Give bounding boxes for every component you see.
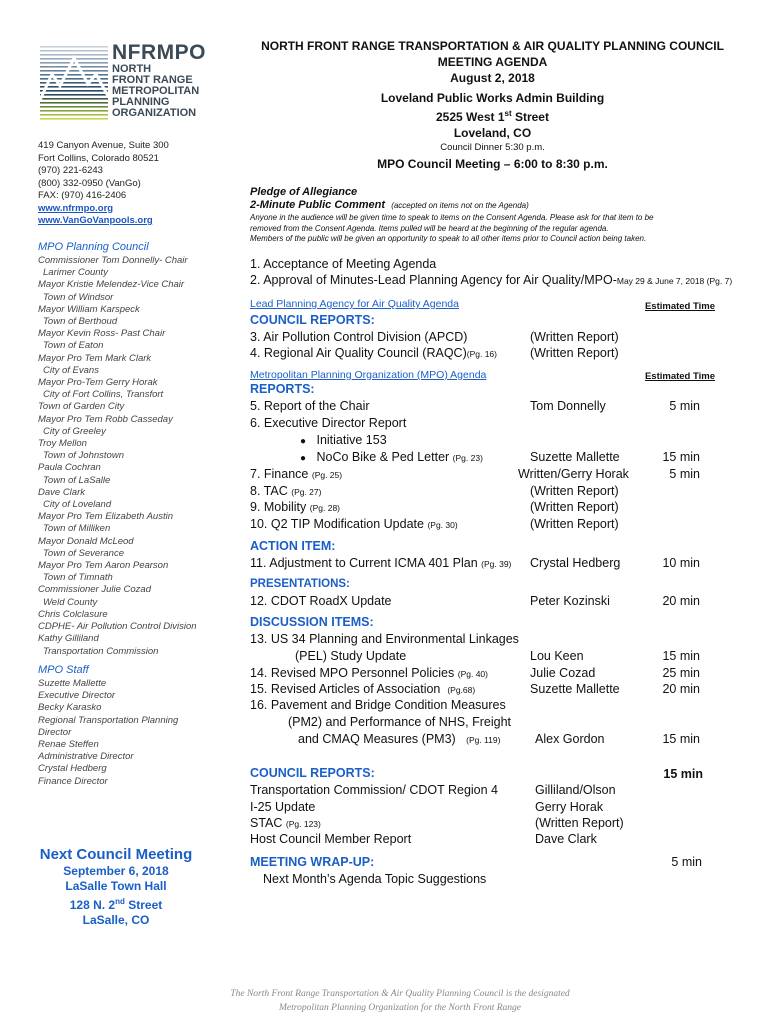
fax-line: FAX: (970) 416-2406	[38, 190, 127, 201]
pledge-block	[250, 186, 750, 245]
agenda-item: 6. Executive Director Report	[250, 416, 407, 430]
agenda-item: 10. Q2 TIP Modification Update (Pg. 30)	[250, 517, 458, 531]
logo-line: ORGANIZATION	[112, 107, 197, 119]
agenda-time: 15 min	[662, 450, 700, 464]
estimated-time-header: Estimated Time	[644, 301, 715, 312]
council-member-line: City of Loveland	[43, 499, 112, 511]
agenda-presenter: Peter Kozinski	[530, 594, 610, 608]
council-member-line: Kathy Gilliland	[38, 633, 99, 645]
public-comment-note: Anyone in the audience will be given time to speak to items on the Consent Agenda. Please ask for that item to be removed from the Consent Agenda. Items pulled will be heard at the beginning of the regular agenda. Members of the public will be given an opportunity to speak to all other items prior to Council action being taken.	[250, 213, 654, 243]
agenda-item: Transportation Commission/ CDOT Region 4	[250, 783, 499, 797]
council-member-line: Commissioner Tom Donnelly- Chair	[38, 255, 188, 266]
council-member-line: Troy Mellon	[38, 438, 87, 450]
agenda-time: 20 min	[662, 682, 700, 696]
agenda-time: 25 min	[662, 666, 700, 680]
agenda-item: 12. CDOT RoadX Update	[250, 594, 392, 608]
logo-text-block	[112, 42, 206, 119]
agenda-title: MEETING AGENDA	[437, 55, 548, 69]
agenda-presenter: (Written Report)	[530, 500, 619, 514]
agenda-presenter: Alex Gordon	[535, 732, 605, 746]
council-member-line: Town of Severance	[43, 547, 124, 559]
agenda-time: 5 min	[669, 399, 700, 413]
council-member-line: Paula Cochran	[38, 462, 101, 474]
agenda-time: 5 min	[669, 467, 700, 481]
agenda-item-cont: (PEL) Study Update	[295, 649, 407, 663]
staff-member-line: Renae Steffen	[38, 739, 99, 751]
phone-line: (800) 332-0950 (VanGo)	[38, 177, 141, 189]
address-line: 419 Canyon Avenue, Suite 300	[38, 140, 169, 151]
council-member-line: Mayor Pro Tem Robb Casseday	[38, 413, 173, 425]
staff-member-line: Regional Transportation Planning	[38, 714, 179, 726]
next-meeting-date: September 6, 2018	[63, 864, 169, 878]
council-member-line: City of Evans	[43, 364, 99, 376]
estimated-time-header: Estimated Time	[644, 371, 715, 382]
agenda-subitem: ● NoCo Bike & Ped Letter (Pg. 23)	[300, 450, 483, 464]
agenda-item: Next Month’s Agenda Topic Suggestions	[263, 872, 487, 886]
pledge-of-allegiance: Pledge of Allegiance	[250, 186, 358, 198]
agenda-item: 4. Regional Air Quality Council (RAQC)(Pg. 16)	[250, 346, 497, 360]
logo-line: NORTH	[112, 63, 152, 75]
council-member-line: Town of Milliken	[43, 523, 111, 535]
agenda-item: STAC (Pg. 123)	[250, 816, 321, 830]
agenda-item: I-25 Update	[250, 800, 316, 814]
agenda-presenter: Tom Donnelly	[530, 399, 606, 413]
council-member-line: Mayor Pro-Tem Gerry Horak	[38, 377, 158, 389]
meeting-time: MPO Council Meeting – 6:00 to 8:30 p.m.	[377, 157, 608, 171]
agenda-time: 15 min	[663, 767, 703, 781]
logo-line: METROPOLITAN	[112, 85, 200, 97]
reports-heading: REPORTS:	[250, 382, 315, 396]
footer-note: The North Front Range Transportation & Air Quality Planning Council is the designated Metropolitan Planning Organization for the North Front Range	[230, 989, 570, 1013]
logo-line: FRONT RANGE	[112, 74, 193, 86]
agenda-item-cont: (PM2) and Performance of NHS, Freight	[288, 715, 511, 729]
council-heading: MPO Planning Council	[38, 241, 149, 253]
council-member-line: Commissioner Julie Cozad	[38, 584, 151, 596]
lpa-section-link[interactable]: Lead Planning Agency for Air Quality Agenda	[250, 298, 459, 310]
meeting-date: August 2, 2018	[450, 71, 535, 85]
next-meeting-place: LaSalle Town Hall	[65, 879, 167, 893]
agenda-item: 7. Finance (Pg. 25)	[250, 467, 343, 481]
next-meeting-address: 128 N. 2nd Street	[69, 897, 163, 912]
agenda-item: 9. Mobility (Pg. 28)	[250, 500, 341, 514]
council-member-line: Town of Windsor	[43, 291, 114, 303]
agenda-time: 20 min	[662, 594, 700, 608]
venue-street: 2525 West 1st Street	[436, 109, 549, 124]
logo-title: NFRMPO	[112, 41, 206, 64]
council-member-line: Mayor Pro Tem Elizabeth Austin	[38, 511, 173, 523]
agenda-item: 8. TAC (Pg. 27)	[250, 484, 322, 498]
council-member-line: Town of Berthoud	[43, 316, 118, 328]
council-member-line: Town of Johnstown	[43, 450, 124, 462]
council-member-line: Mayor Kristie Melendez-Vice Chair	[38, 279, 185, 291]
org-title: NORTH FRONT RANGE TRANSPORTATION & AIR QUALITY PLANNING COUNCIL	[261, 39, 724, 53]
council-member-line: Town of Eaton	[43, 340, 104, 352]
council-member-line: Mayor Pro Tem Aaron Pearson	[38, 560, 169, 572]
staff-member-line: Suzette Mallette	[38, 678, 107, 689]
agenda-presenter: Gilliland/Olson	[535, 783, 616, 797]
council-member-line: Larimer County	[43, 267, 108, 279]
phone-line: (970) 221-6243	[38, 165, 103, 176]
agenda-item: 13. US 34 Planning and Environmental Linkages	[250, 632, 519, 646]
council-member-line: Mayor William Karspeck	[38, 303, 140, 315]
agenda-item: 15. Revised Articles of Association (Pg.68)	[250, 682, 476, 696]
staff-member-line: Becky Karasko	[38, 702, 102, 714]
action-item-heading: ACTION ITEM:	[250, 539, 336, 553]
agenda-item: 16. Pavement and Bridge Condition Measures	[250, 698, 506, 712]
vango-link[interactable]: www.VanGoVanpools.org	[38, 215, 153, 226]
agenda-presenter: Suzette Mallette	[530, 450, 620, 464]
agenda-presenter: (Written Report)	[530, 346, 619, 360]
council-member-line: Town of Garden City	[38, 401, 125, 413]
agenda-presenter: (Written Report)	[530, 330, 619, 344]
agenda-item: 11. Adjustment to Current ICMA 401 Plan (Pg. 39)	[250, 556, 512, 570]
next-meeting-title: Next Council Meeting	[39, 846, 193, 863]
council-member-line: Town of Timnath	[43, 572, 113, 584]
agenda-item-cont: and CMAQ Measures (PM3) (Pg. 119)	[298, 732, 501, 746]
presentations-heading: PRESENTATIONS:	[250, 578, 350, 590]
agenda-item: 3. Air Pollution Control Division (APCD)	[250, 330, 468, 344]
agenda-presenter: Dave Clark	[535, 832, 597, 846]
council-member-line: Chris Colclasure	[38, 608, 108, 620]
agenda-item: 2. Approval of Minutes-Lead Planning Agency for Air Quality/MPO-May 29 & June 7, 2018 (Pg. 7)	[250, 273, 733, 287]
next-meeting-city: LaSalle, CO	[82, 913, 150, 927]
council-member-line: City of Fort Collins, Transfort	[43, 389, 164, 401]
address-line: Fort Collins, Colorado 80521	[38, 152, 159, 164]
agenda-subitem: ● Initiative 153	[300, 433, 387, 447]
council-member-line: Mayor Pro Tem Mark Clark	[38, 352, 152, 364]
staff-member-line: Director	[38, 726, 72, 738]
council-member-line: Transportation Commission	[43, 645, 159, 657]
mountain-logo-icon	[38, 42, 110, 122]
council-member-line: CDPHE- Air Pollution Control Division	[38, 621, 197, 633]
council-member-line: Dave Clark	[38, 486, 85, 498]
contact-block	[38, 140, 169, 228]
agenda-time: 15 min	[662, 649, 700, 663]
staff-list	[38, 663, 178, 788]
agenda-presenter: (Written Report)	[535, 816, 624, 830]
council-member-line: Mayor Donald McLeod	[38, 535, 134, 547]
logo-line: PLANNING	[112, 96, 170, 108]
agenda-presenter: (Written Report)	[530, 517, 619, 531]
agenda-time: 10 min	[662, 556, 700, 570]
agenda-item: 1. Acceptance of Meeting Agenda	[250, 257, 437, 271]
agenda-item: 5. Report of the Chair	[250, 399, 370, 413]
meeting-wrapup-heading: MEETING WRAP-UP:	[250, 855, 375, 869]
staff-member-line: Administrative Director	[38, 751, 134, 763]
public-comment: 2-Minute Public Comment (accepted on items not on the Agenda)	[250, 199, 529, 211]
agenda-presenter: Written/Gerry Horak	[518, 467, 629, 481]
agenda-presenter: Julie Cozad	[530, 666, 596, 680]
venue-city: Loveland, CO	[453, 126, 532, 140]
staff-heading: MPO Staff	[38, 664, 89, 676]
council-member-line: Weld County	[43, 596, 98, 608]
agenda-presenter: (Written Report)	[530, 484, 619, 498]
discussion-items-heading: DISCUSSION ITEMS:	[250, 615, 374, 629]
agenda-header	[240, 38, 745, 172]
agenda-time: 15 min	[662, 732, 700, 746]
agenda-presenter: Suzette Mallette	[530, 682, 620, 696]
next-meeting-block	[18, 845, 214, 928]
staff-member-line: Executive Director	[38, 690, 116, 702]
council-member-line: Town of LaSalle	[43, 474, 111, 486]
agenda-presenter: Gerry Horak	[535, 800, 604, 814]
agenda-presenter: Crystal Hedberg	[530, 556, 621, 570]
dinner-time: Council Dinner 5:30 p.m.	[440, 142, 545, 153]
website-link[interactable]: www.nfrmpo.org	[38, 202, 114, 214]
mpo-section-link[interactable]: Metropolitan Planning Organization (MPO) Agenda	[250, 369, 487, 381]
agenda-item: 14. Revised MPO Personnel Policies (Pg. 40)	[250, 666, 488, 680]
agenda-item: Host Council Member Report	[250, 832, 412, 846]
agenda-time: 5 min	[671, 855, 702, 869]
venue-name: Loveland Public Works Admin Building	[380, 91, 605, 105]
council-member-line: Mayor Kevin Ross- Past Chair	[38, 328, 166, 340]
council-reports-heading-2: COUNCIL REPORTS:	[250, 766, 375, 780]
council-member-line: City of Greeley	[43, 425, 106, 437]
planning-council-list	[38, 240, 197, 658]
staff-member-line: Crystal Hedberg	[38, 763, 107, 775]
council-reports-heading: COUNCIL REPORTS:	[250, 313, 375, 327]
agenda-presenter: Lou Keen	[530, 649, 584, 663]
staff-member-line: Finance Director	[38, 775, 108, 787]
